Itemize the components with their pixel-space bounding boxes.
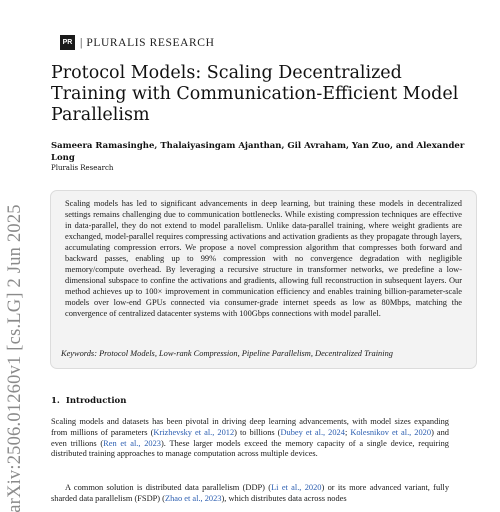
text-run: ; [344, 427, 351, 437]
abstract-box [50, 190, 477, 369]
intro-paragraph-1 [51, 417, 449, 460]
abstract-text: Scaling models has led to significant advancements in deep learning, but training these models in decentralized settings remains challenging due to communication bottlenecks. While existing compression techniques are effective in data-parallel, they do not extend to model parallelism. Unlike data-parallel training, where weight gradients are exchanged, model-parallel requires compressing activations and activation gradients as they propagate through layers, accumulating compression errors. We propose a novel compression algorithm that compresses both forward and backward passes, enabling up to 99% compression with no convergence degradation with negligible memory/compute overhead. By leveraging a recursive structure in transformer networks, we predefine a low-dimensional subspace to confine the activations and gradients, allowing full reconstruction in subsequent layers. Our method achieves up to 100× improvement in communication efficiency and enables training billion-parameter-scale models over low-end GPUs connected via consumer-grade internet speeds as low as 80Mbps, matching the convergence of centralized datacenter systems with 100Gbps connections with model parallel. [65, 199, 462, 318]
author-list: Sameera Ramasinghe, Thalaiyasingam Ajanthan, Gil Avraham, Yan Zuo, and Alexander Long [51, 141, 465, 163]
citation-link[interactable]: Li et al., 2020 [271, 483, 322, 492]
section-heading [51, 396, 126, 406]
page-header [60, 35, 214, 50]
citation-link[interactable]: Krizhevsky et al., 2012 [153, 427, 235, 437]
citation-link[interactable]: Zhao et al., 2023 [164, 493, 222, 503]
section-number: 1. [51, 396, 60, 406]
affiliation: Pluralis Research [51, 164, 114, 172]
text-run: Scaling models and datasets has been pivotal in driving deep learning advancements, with model sizes expanding from millions of parameters ( [51, 417, 449, 437]
paper-title: Protocol Models: Scaling Decentralized Training with Communication-Efficient Model Parallelism [51, 63, 459, 125]
intro-paragraph-2 [51, 483, 449, 505]
text-run: ) to billions ( [234, 427, 281, 437]
header-label: | PLURALIS RESEARCH [80, 36, 215, 49]
text-run: ) and even trillions ( [51, 427, 449, 448]
arxiv-identifier-text: arXiv:2506.01260v1 [cs.LG] 2 Jun 2025 [4, 203, 25, 512]
section-title: Introduction [65, 396, 127, 406]
keywords: Keywords: Protocol Models, Low-rank Compression, Pipeline Parallelism, Decentralized Training [61, 349, 393, 358]
text-run: ). These larger models exceed the memory capacity of a single device, requiring distributed training approaches to manage computation across multiple devices. [51, 438, 449, 459]
text-run: ), which distributes data across nodes [221, 493, 347, 503]
arxiv-identifier [3, 203, 27, 512]
pluralis-logo-icon: PR [60, 35, 75, 50]
text-run: A common solution is distributed data parallelism (DDP) ( [65, 483, 272, 492]
citation-link[interactable]: Ren et al., 2023 [103, 438, 161, 448]
citation-link[interactable]: Kolesnikov et al., 2020 [350, 427, 432, 437]
citation-link[interactable]: Dubey et al., 2024 [280, 427, 345, 437]
text-run: ) or its more advanced variant, fully sharded data parallelism (FSDP) ( [51, 483, 450, 503]
